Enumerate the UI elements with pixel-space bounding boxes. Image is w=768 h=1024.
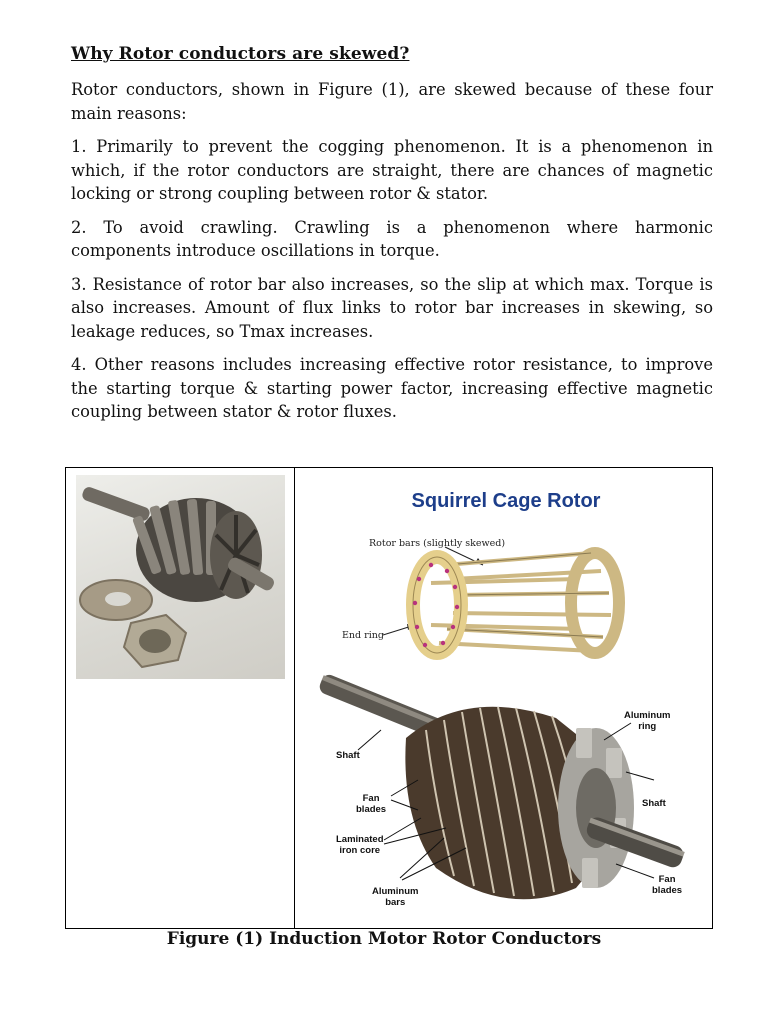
reason-paragraph-1: 1. Primarily to prevent the cogging phenomenon. It is a phenomenon in which, if the rotor conductors are straight, there are chances of magnetic locking or strong coupling between rotor & stator.: [71, 137, 713, 203]
reason-paragraph-3: 3. Resistance of rotor bar also increases, so the slip at which max. Torque is also increases. Amount of flux links to rotor bar increases in skewing, so leakage reduces, so Tmax increases.: [71, 274, 713, 341]
page-title: Why Rotor conductors are skewed?: [71, 44, 410, 64]
reason-paragraph-4: 4. Other reasons includes increasing effective rotor resistance, to improve the starting torque & starting power factor, increasing effective magnetic coupling between stator & rotor fluxes.: [71, 355, 713, 421]
intro-paragraph: Rotor conductors, shown in Figure (1), are skewed because of these four main reasons:: [71, 80, 713, 123]
squirrel-cage-diagram: [305, 475, 707, 668]
induction-rotor-photo: [306, 668, 700, 915]
figure-divider: [294, 468, 295, 928]
cage-drawing: [305, 475, 707, 668]
figure-frame: [65, 467, 713, 929]
aluminum-bars-label: Aluminum bars: [372, 886, 419, 908]
aluminum-ring-label: Aluminum ring: [624, 710, 671, 732]
shaft-label-right: Shaft: [642, 798, 666, 809]
reason-paragraph-2: 2. To avoid crawling. Crawling is a phenomenon where harmonic components introduce oscillations in torque.: [71, 217, 713, 260]
fan-blades-label-left: Fan blades: [356, 793, 387, 815]
shaft-label-left: Shaft: [336, 750, 360, 761]
document-body: [71, 44, 713, 434]
rotor-core-illustration: [76, 475, 285, 679]
rotor-bars-label: Rotor bars (slightly skewed): [369, 538, 506, 549]
diagram-title: Squirrel Cage Rotor: [411, 490, 601, 512]
fan-blades-label-right: Fan blades: [652, 874, 683, 896]
figure-caption: Figure (1) Induction Motor Rotor Conductors: [166, 929, 602, 949]
laminated-core-label: Laminated iron core: [336, 834, 384, 856]
rotor-core-photo: [76, 475, 285, 679]
end-ring-label: End ring: [342, 630, 384, 641]
rotor-photo-illustration: [306, 668, 700, 915]
